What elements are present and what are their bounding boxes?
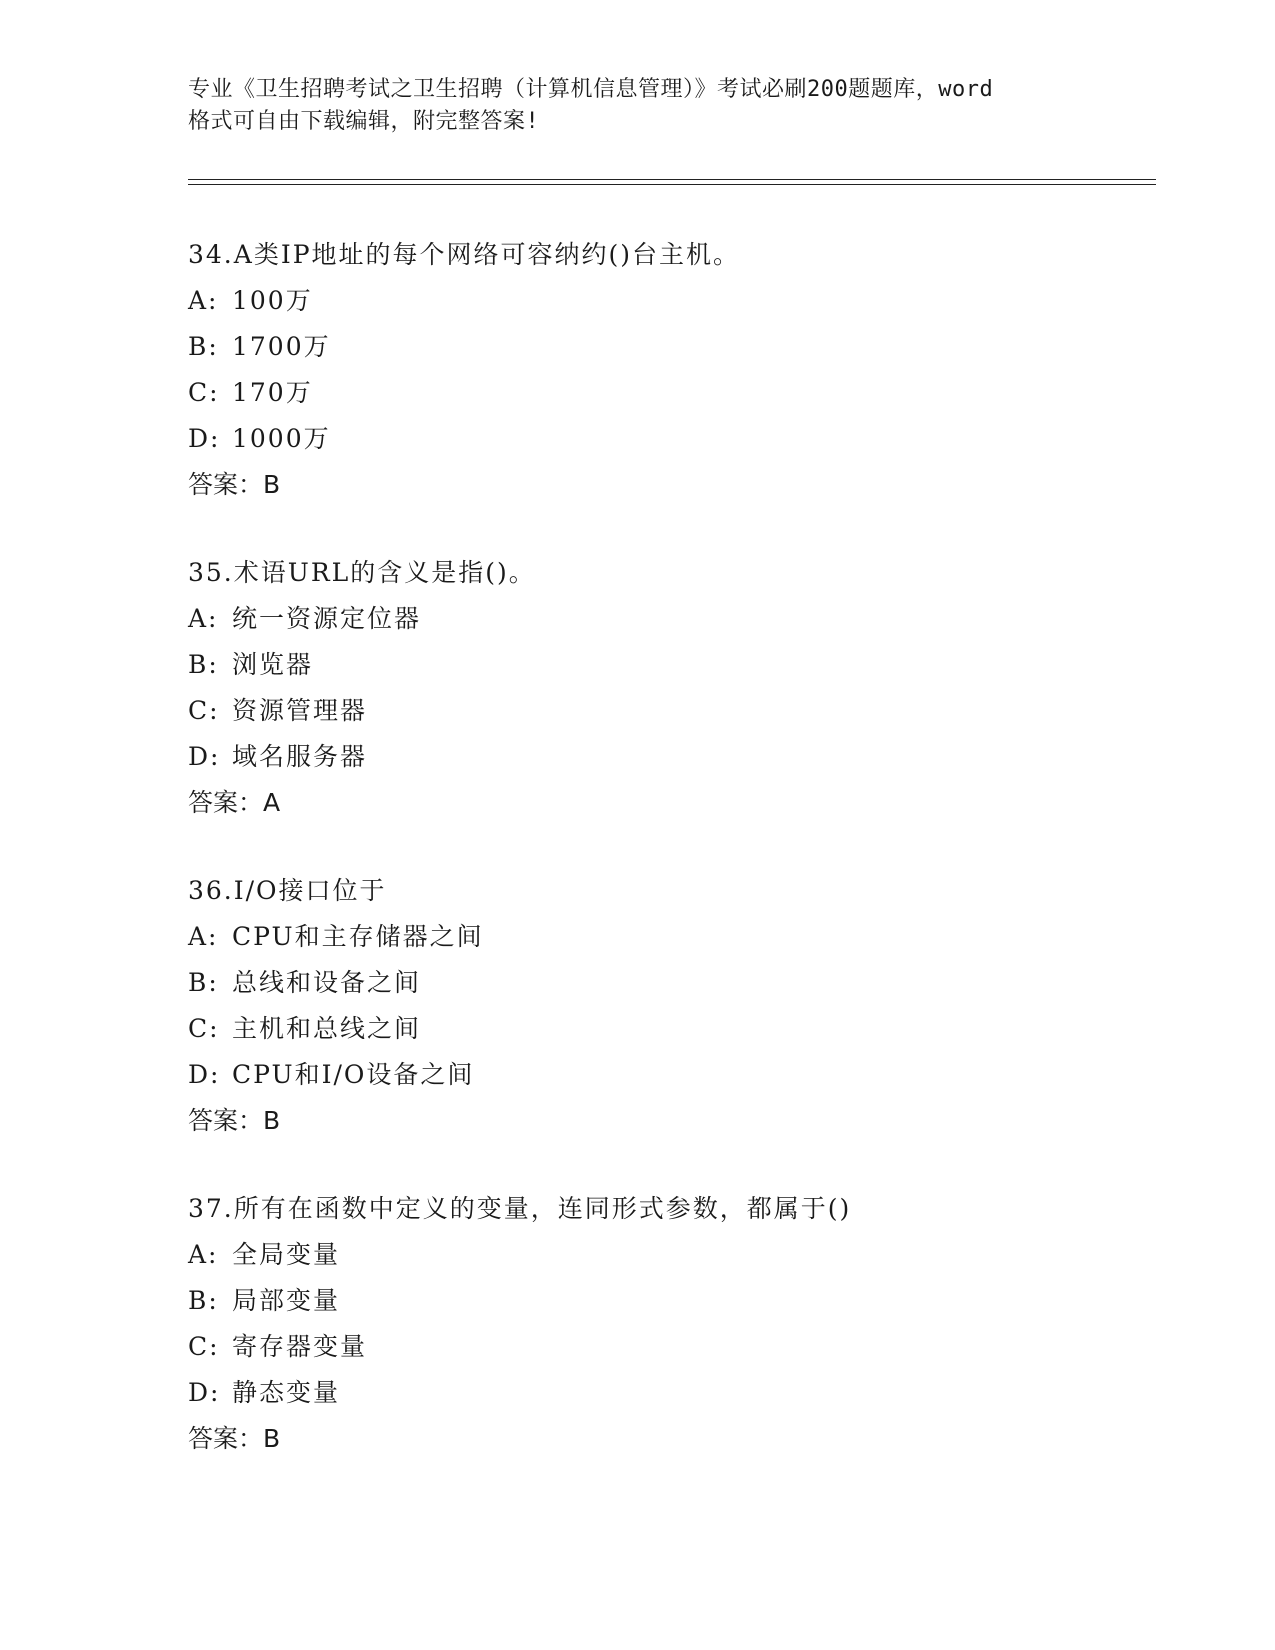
option-text: 1000万 xyxy=(232,424,331,453)
header-line-1: 专业《卫生招聘考试之卫生招聘（计算机信息管理）》考试必刷200题题库，word xyxy=(188,77,994,102)
option-key: D: xyxy=(188,424,221,453)
question-block xyxy=(188,550,1156,826)
question-stem: 34.A类IP地址的每个网络可容纳约()台主机。 xyxy=(188,240,741,269)
option-text: 总线和设备之间 xyxy=(232,968,422,997)
option-b xyxy=(188,960,1156,1006)
answer-line: 答案：A xyxy=(188,788,281,817)
option-text: 静态变量 xyxy=(232,1378,341,1407)
header-divider-bottom xyxy=(188,184,1156,185)
option-text: CPU和主存储器之间 xyxy=(232,922,484,951)
option-text: CPU和I/O设备之间 xyxy=(232,1060,475,1089)
document-header xyxy=(188,74,1088,138)
option-text: 主机和总线之间 xyxy=(232,1014,422,1043)
option-key: C: xyxy=(188,1332,220,1361)
option-c xyxy=(188,1324,1156,1370)
option-c xyxy=(188,370,1156,416)
question-block xyxy=(188,868,1156,1144)
option-key: C: xyxy=(188,378,220,407)
question-block xyxy=(188,232,1156,508)
option-key: B: xyxy=(188,332,219,361)
question-stem: 36.I/O接口位于 xyxy=(188,876,387,905)
option-key: D: xyxy=(188,1060,221,1089)
option-d xyxy=(188,1370,1156,1416)
option-key: C: xyxy=(188,696,220,725)
answer-line: 答案：B xyxy=(188,1106,281,1135)
option-b xyxy=(188,642,1156,688)
option-key: B: xyxy=(188,968,219,997)
option-d xyxy=(188,416,1156,462)
option-a xyxy=(188,278,1156,324)
option-b xyxy=(188,324,1156,370)
option-text: 1700万 xyxy=(232,332,331,361)
option-a xyxy=(188,914,1156,960)
option-key: B: xyxy=(188,650,219,679)
option-text: 局部变量 xyxy=(232,1286,341,1315)
answer-line: 答案：B xyxy=(188,1424,281,1453)
option-key: B: xyxy=(188,1286,219,1315)
option-text: 全局变量 xyxy=(232,1240,341,1269)
option-text: 统一资源定位器 xyxy=(232,604,422,633)
option-c xyxy=(188,688,1156,734)
option-key: A: xyxy=(188,604,219,633)
option-b xyxy=(188,1278,1156,1324)
option-d xyxy=(188,1052,1156,1098)
option-text: 浏览器 xyxy=(232,650,314,679)
question-block xyxy=(188,1186,1156,1462)
option-key: D: xyxy=(188,742,221,771)
option-text: 100万 xyxy=(232,286,313,315)
option-c xyxy=(188,1006,1156,1052)
option-key: A: xyxy=(188,1240,219,1269)
option-key: A: xyxy=(188,922,219,951)
option-text: 寄存器变量 xyxy=(232,1332,368,1361)
option-key: C: xyxy=(188,1014,220,1043)
option-text: 域名服务器 xyxy=(232,742,368,771)
option-key: A: xyxy=(188,286,219,315)
option-d xyxy=(188,734,1156,780)
option-text: 资源管理器 xyxy=(232,696,368,725)
header-line-2: 格式可自由下载编辑，附完整答案! xyxy=(188,109,540,134)
option-key: D: xyxy=(188,1378,221,1407)
question-stem: 37.所有在函数中定义的变量，连同形式参数，都属于() xyxy=(188,1194,852,1223)
option-text: 170万 xyxy=(232,378,313,407)
option-a xyxy=(188,1232,1156,1278)
answer-line: 答案：B xyxy=(188,470,281,499)
question-stem: 35.术语URL的含义是指()。 xyxy=(188,558,536,587)
header-divider-top xyxy=(188,179,1156,180)
option-a xyxy=(188,596,1156,642)
